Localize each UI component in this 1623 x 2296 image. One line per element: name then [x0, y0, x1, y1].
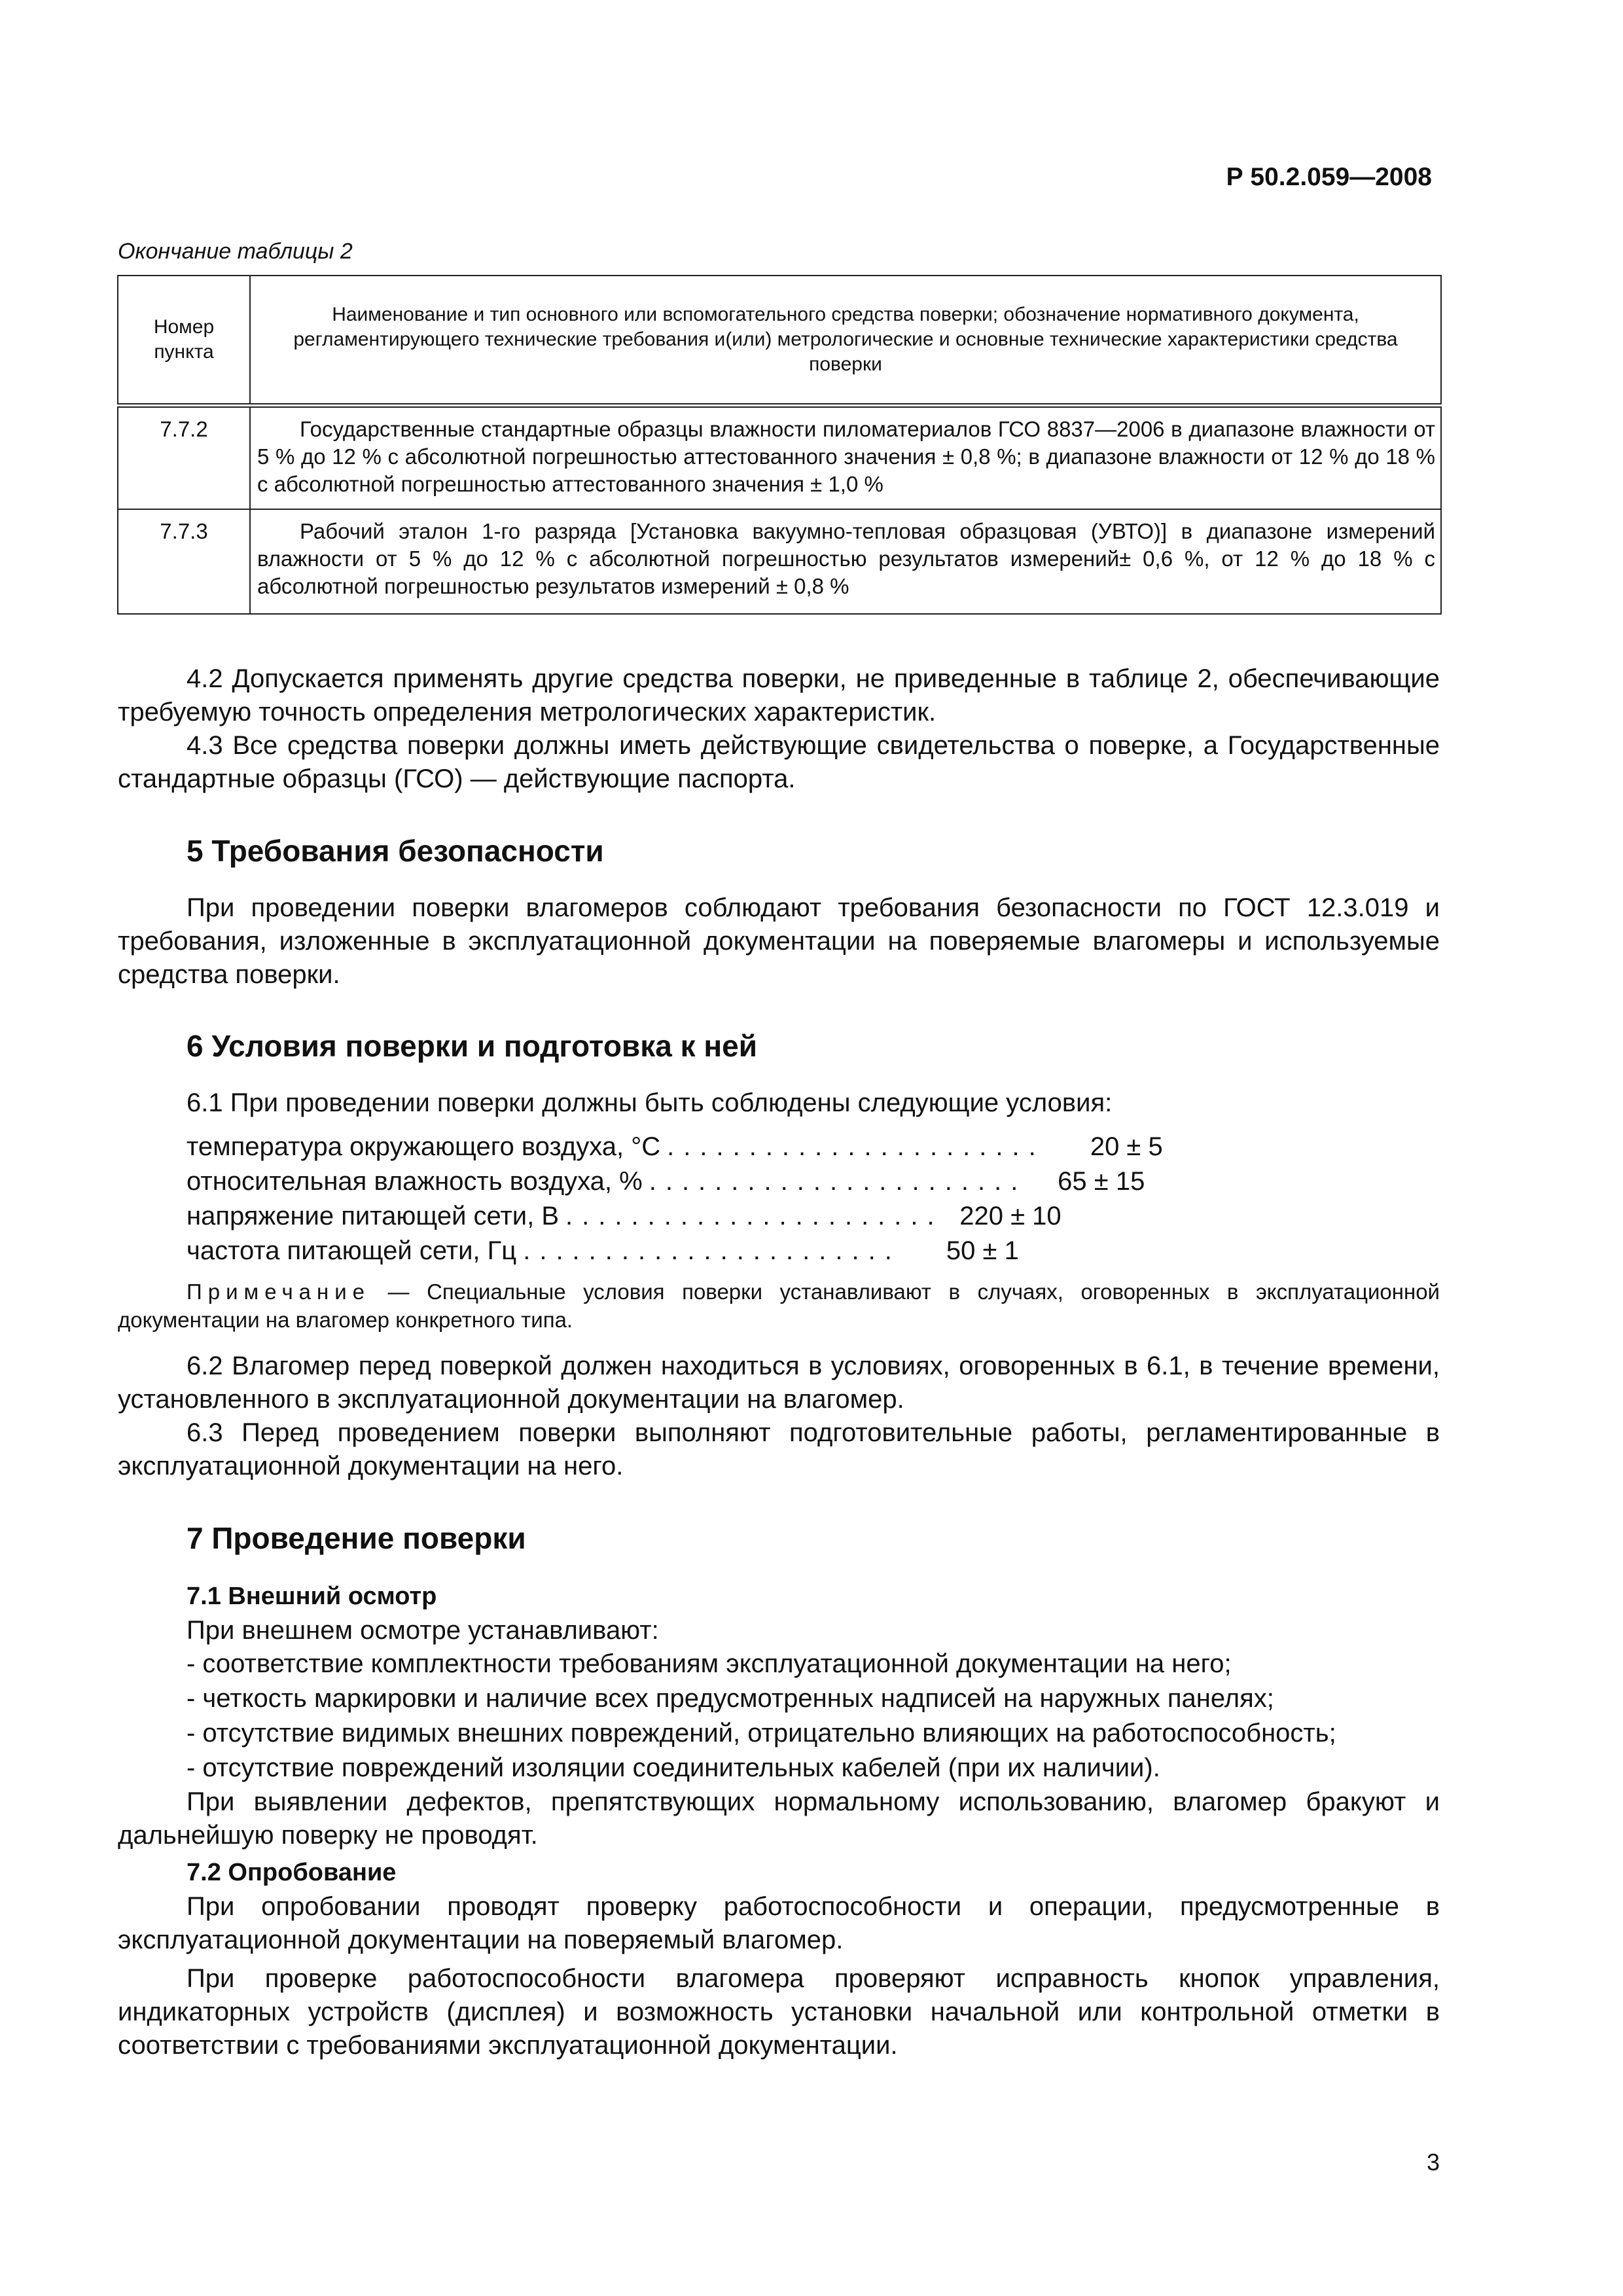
- document-id: Р 50.2.059—2008: [1226, 163, 1432, 191]
- section-7-title: 7 Проведение поверки: [187, 1521, 526, 1555]
- paragraph-6-1: 6.1 При проведении поверки должны быть соблюдены следующие условия:: [187, 1088, 1113, 1117]
- conditions-list: [187, 1130, 1163, 1269]
- section-6-title: 6 Условия поверки и подготовка к ней: [187, 1029, 758, 1063]
- section-5-text: При проведении поверки влагомеров соблюдают требования безопасности по ГОСТ 12.3.019 и требования, изложенные в эксплуатационной документации на поверяемые влагомеры и используемые средства поверки.: [118, 893, 1440, 989]
- table-caption: Окончание таблицы 2: [118, 239, 353, 264]
- condition-leader-dots: .......................: [523, 1236, 901, 1265]
- condition-value: 220 ± 10: [959, 1202, 1061, 1230]
- subsection-7-1-after-block: [118, 1785, 1440, 1852]
- inspection-list: [187, 1647, 1443, 1786]
- subsection-7-2-paragraph: При опробовании проводят проверку работоспособности и операции, предусмотренные в эксплуатационной документации на поверяемый влагомер.: [118, 1892, 1440, 1954]
- row-number: 7.7.2: [118, 406, 250, 509]
- condition-label: частота питающей сети, Гц: [187, 1236, 517, 1265]
- header-number-text: Номер пункта: [153, 316, 215, 363]
- paragraph-6-1-block: [118, 1086, 1440, 1120]
- paragraph-6-2: 6.2 Влагомер перед поверкой должен находиться в условиях, оговоренных в 6.1, в течение времени, установленного в эксплуатационной документации на влагомер.: [118, 1352, 1440, 1414]
- subsection-7-1-intro: При внешнем осмотре устанавливают:: [187, 1616, 659, 1645]
- condition-value: 20 ± 5: [1090, 1132, 1163, 1161]
- header-cell-number: [118, 276, 250, 406]
- table-row: [118, 509, 1441, 614]
- condition-row: [187, 1165, 1145, 1200]
- paragraphs-6-2-6-3: [118, 1350, 1440, 1483]
- condition-row: [187, 1130, 1163, 1165]
- row-description-text: Государственные стандартные образцы влажности пиломатериалов ГСО 8837—2006 в диапазоне влажности от 5 % до 12 % с абсолютной погрешностью аттестованного значения ± 0,8 %; в диапазоне влажности от 12 % до 18 % с абсолютной погрешностью аттестованного значения ± 1,0 %: [257, 417, 1435, 496]
- list-item: - соответствие комплектности требованиям эксплуатационной документации на него;: [187, 1649, 1232, 1678]
- condition-label: относительная влажность воздуха, %: [187, 1167, 643, 1196]
- condition-value: 50 ± 1: [946, 1236, 1019, 1265]
- list-item: - четкость маркировки и наличие всех предусмотренных надписей на наружных панелях;: [187, 1684, 1274, 1713]
- condition-label: напряжение питающей сети, В: [187, 1202, 560, 1230]
- table-row: [118, 406, 1441, 509]
- section-5-title: 5 Требования безопасности: [187, 834, 604, 868]
- paragraph-4-3: 4.3 Все средства поверки должны иметь действующие свидетельства о поверке, а Государственные стандартные образцы (ГСО) — действующие паспорта.: [118, 731, 1440, 793]
- note-text: — Специальные условия поверки устанавливают в случаях, оговоренных в эксплуатационной документации на влагомер конкретного типа.: [118, 1280, 1440, 1332]
- row-description-text: Рабочий эталон 1-го разряда [Установка вакуумно-тепловая образцовая (УВТО)] в диапазоне измерений влажности от 5 % до 12 % с абсолютной погрешностью результатов измерений± 0,6 %, от 12 % до 18 % с абсолютной погрешностью результатов измерений ± 0,8 %: [257, 518, 1435, 598]
- header-cell-description: [250, 276, 1441, 406]
- page-number: 3: [1426, 2149, 1440, 2176]
- verification-means-table: [117, 275, 1442, 615]
- subsection-7-2-title: 7.2 Опробование: [187, 1859, 397, 1886]
- subsection-7-1-after: При выявлении дефектов, препятствующих нормальному использованию, влагомер бракуют и дальнейшую поверку не проводят.: [118, 1787, 1440, 1850]
- section-5-body: [118, 891, 1440, 992]
- note-label: Примечание: [187, 1280, 371, 1304]
- list-item: - отсутствие повреждений изоляции соединительных кабелей (при их наличии).: [187, 1753, 1160, 1782]
- list-item: - отсутствие видимых внешних повреждений, отрицательно влияющих на работоспособность;: [187, 1719, 1336, 1748]
- condition-value: 65 ± 15: [1058, 1167, 1145, 1196]
- subsection-7-1-intro-block: [118, 1614, 1440, 1647]
- row-description: [250, 406, 1441, 509]
- table-header-row: [118, 276, 1441, 406]
- note: [118, 1278, 1440, 1334]
- paragraph-4-2: 4.2 Допускается применять другие средства поверки, не приведенные в таблице 2, обеспечивающие требуемую точность определения метрологических характеристик.: [118, 664, 1440, 726]
- condition-leader-dots: .......................: [565, 1202, 944, 1230]
- condition-leader-dots: .......................: [667, 1132, 1045, 1161]
- subsection-7-2-paragraph: При проверке работоспособности влагомера проверяют исправность кнопок управления, индикаторных устройств (дисплея) и возможность установки начальной или контрольной отметки в соответствии с требованиями эксплуатационной документации.: [118, 1964, 1440, 2060]
- subsection-7-2-body: [118, 1890, 1440, 2062]
- condition-label: температура окружающего воздуха, °С: [187, 1132, 661, 1161]
- condition-row: [187, 1234, 1019, 1269]
- condition-leader-dots: .......................: [649, 1167, 1027, 1196]
- row-description: [250, 509, 1441, 614]
- row-number: 7.7.3: [118, 509, 250, 614]
- paragraph-6-3: 6.3 Перед проведением поверки выполняют подготовительные работы, регламентированные в эксплуатационной документации на него.: [118, 1418, 1440, 1480]
- paragraphs-4: [118, 662, 1440, 796]
- header-description-text: Наименование и тип основного или вспомогательного средства поверки; обозначение нормативного документа, регламентирующего технические требования и(или) метрологические и основные технические характеристики средства поверки: [293, 304, 1398, 375]
- subsection-7-1-title: 7.1 Внешний осмотр: [187, 1583, 437, 1610]
- condition-row: [187, 1200, 1061, 1234]
